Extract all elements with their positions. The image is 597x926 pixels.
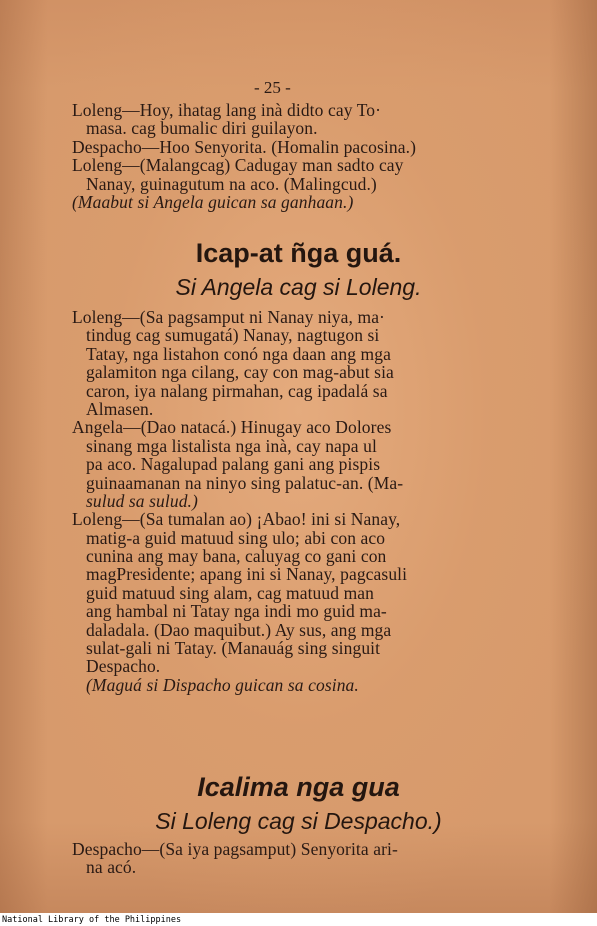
text-line: sulud sa sulud.) <box>86 490 198 511</box>
text-line: tindug cag sumugatá) Nanay, nagtugon si <box>86 325 380 346</box>
text-line: pa aco. Nagalupad palang gani ang pispis <box>86 454 381 475</box>
dialogue-block-2 <box>72 308 502 694</box>
dialogue-block-1 <box>72 101 502 211</box>
text-line: ang hambal ni Tatay nga indi mo guid ma- <box>86 601 387 622</box>
text-line: Loleng—(Sa pagsamput ni Nanay niya, ma· <box>72 307 385 327</box>
text-line: caron, iya nalang pirmahan, cag ipadalá sa <box>86 380 388 401</box>
text-line: Despacho—Hoo Senyorita. (Homalin pacosina.) <box>72 136 417 157</box>
text-line: Loleng—(Malangcag) Cadugay man sadto cay <box>72 155 404 176</box>
text-line: Despacho. <box>86 656 161 677</box>
text-line: na acó. <box>86 857 137 878</box>
text-line: magPresidente; apang ini si Nanay, pagcasuli <box>86 564 408 585</box>
text-line: sinang mga listalista nga inà, cay napa ul <box>86 435 377 456</box>
scene-subheading: Si Loleng cag si Despacho.) <box>155 808 442 834</box>
stage-direction: (Maabut si Angela guican sa ganhaan.) <box>72 191 354 212</box>
text-line: masa. cag bumalic diri guilayon. <box>86 118 318 139</box>
text-line: Nanay, guinagutum na aco. (Malingcud.) <box>86 173 377 194</box>
text-line: guinaamanan na ninyo sing palatuc-an. (Ma- <box>86 472 404 493</box>
text-line: Loleng—(Sa tumalan ao) ¡Abao! ini si Nanay, <box>72 509 401 530</box>
text-line: Almasen. <box>86 398 154 419</box>
footer-credit: National Library of the Philippines <box>2 915 182 925</box>
stage-direction: (Maguá si Dispacho guican sa cosina. <box>86 674 359 695</box>
text-line: cunina ang may bana, caluyag co gani con <box>86 546 387 567</box>
text-line: daladala. (Dao maquibut.) Ay sus, ang mga <box>86 619 392 640</box>
text-line: Despacho—(Sa iya pagsamput) Senyorita ari- <box>72 839 398 859</box>
text-line: Loleng—Hoy, ihatag lang inà didto cay To· <box>72 100 382 120</box>
dialogue-block-3 <box>72 840 502 877</box>
scene-subheading: Si Angela cag si Loleng. <box>175 274 422 300</box>
text-line: guid matuud sing alam, cag matuud man <box>86 582 375 603</box>
scene-heading: Icap-at ñga guá. <box>195 238 402 268</box>
text-line: galamiton nga cilang, cay con mag-abut sia <box>86 362 394 383</box>
page-number: - 25 - <box>254 78 291 97</box>
text-line: Tatay, nga listahon conó nga daan ang mga <box>86 343 391 364</box>
text-line: sulat-gali ni Tatay. (Manauág sing singuit <box>86 638 381 659</box>
text-line: matig-a guid matuud sing ulo; abi con aco <box>86 527 386 548</box>
scene-heading: Icalima nga gua <box>197 772 400 802</box>
text-line: Angela—(Dao natacá.) Hinugay aco Dolores <box>72 417 392 438</box>
